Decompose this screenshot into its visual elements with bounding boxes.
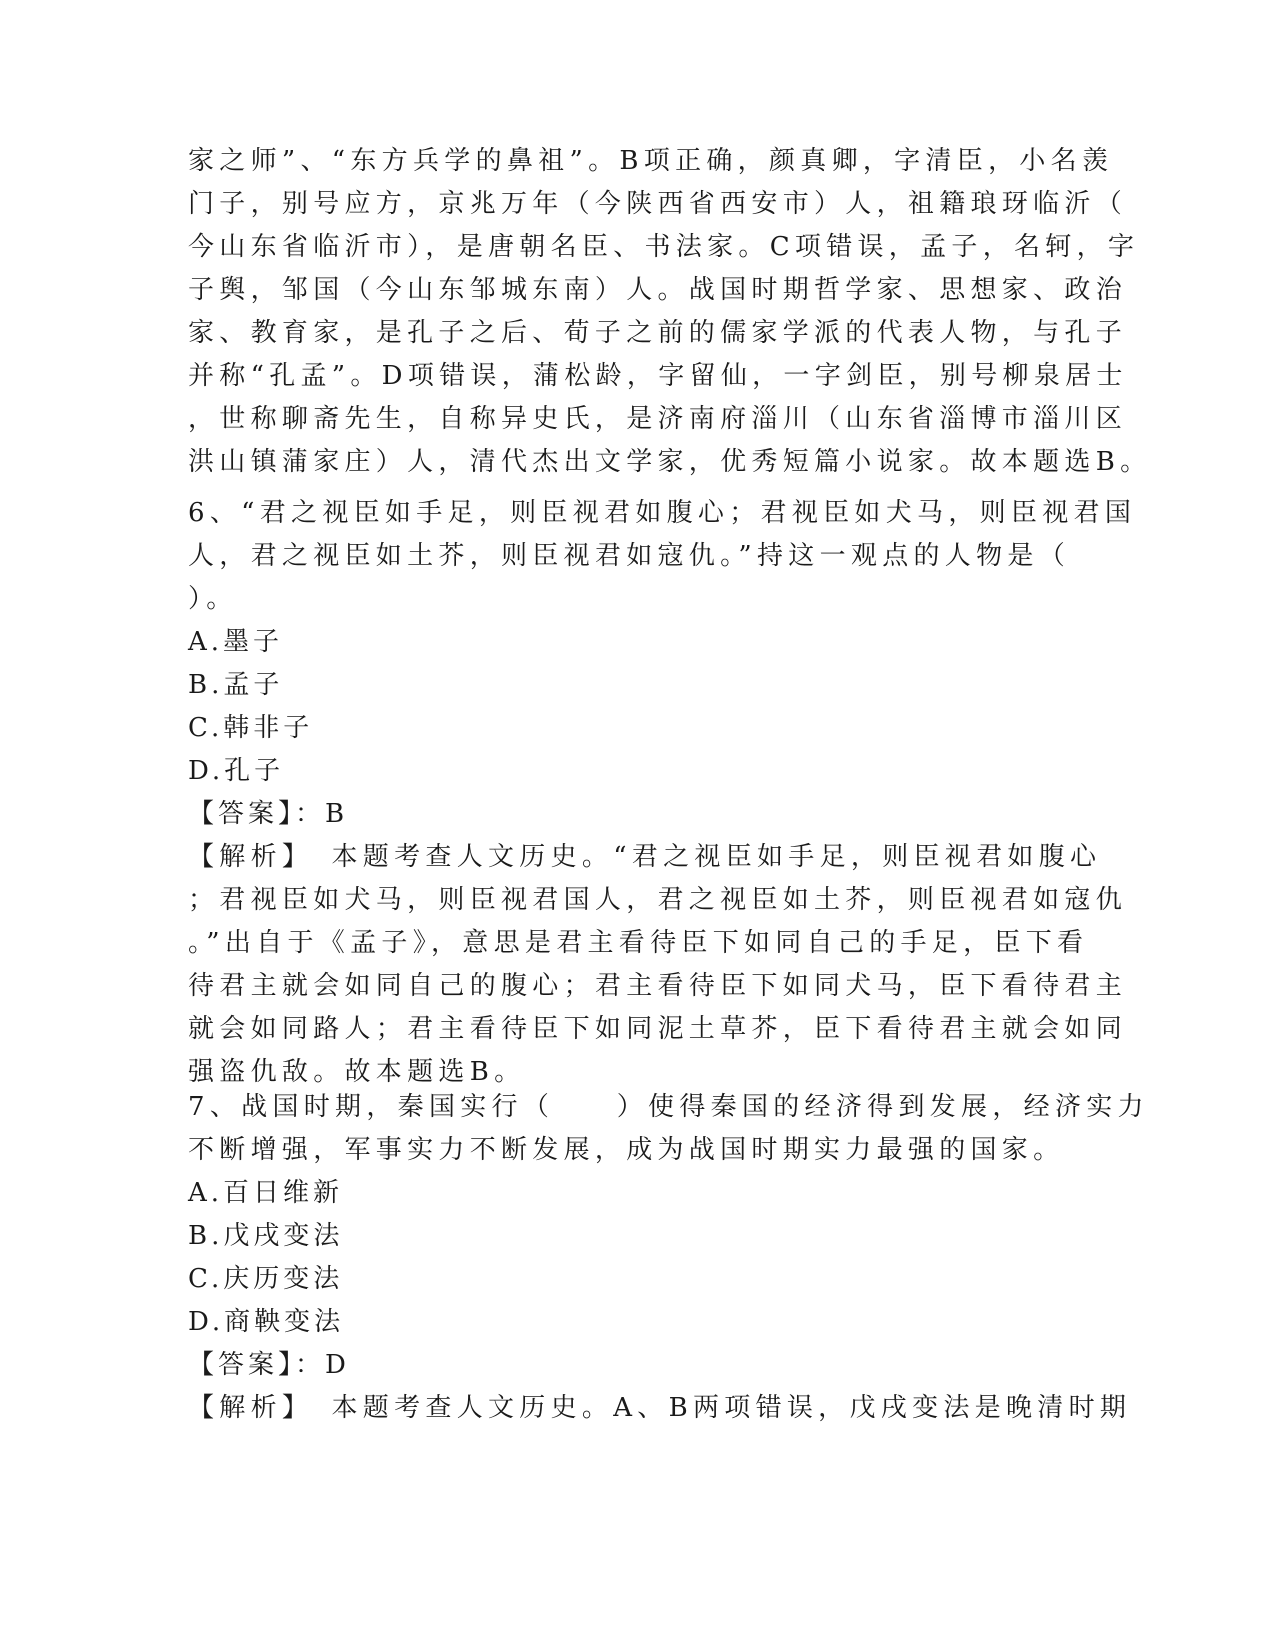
text-line: 家之师”、“东方兵学的鼻祖”。B项正确，颜真卿，字清臣，小名羡 [188,146,1114,176]
option-list [188,621,1088,793]
option-d: D.商鞅变法 [188,1307,345,1337]
text-line: 7、战国时期，秦国实行（ ）使得秦国的经济得到发展，经济实力 [188,1092,1149,1122]
text-line: 强盗仇敌。故本题选B。 [188,1057,526,1087]
option-c: C.韩非子 [188,713,314,743]
text-line: ）。 [188,584,238,614]
option-list [188,1172,1088,1344]
explanation [188,1387,1132,1430]
text-line: ；君视臣如犬马，则臣视君国人，君之视臣如土芥，则臣视君如寇仇 [188,885,1128,915]
text-line: 就会如同路人；君主看待臣下如同泥土草芥，臣下看待君主就会如同 [188,1014,1128,1044]
text-line: 门子，别号应方，京兆万年（今陕西省西安市）人，祖籍琅玡临沂（ [188,189,1128,219]
option-b: B.戊戌变法 [188,1221,344,1251]
q5-explanation-continued [188,140,1152,484]
option-c: C.庆历变法 [188,1264,344,1294]
text-line: 不断增强，军事实力不断发展，成为战国时期实力最强的国家。 [188,1135,1065,1165]
text-line: 【解析】 本题考查人文历史。A、B两项错误，戊戌变法是晚清时期 [188,1393,1132,1423]
answer-line: 【答案】：D [188,1350,350,1380]
text-line: 洪山镇蒲家庄）人，清代杰出文学家，优秀短篇小说家。故本题选B。 [188,447,1152,477]
question-stem [188,492,1137,621]
explanation [188,836,1128,1094]
question-6 [188,492,1137,1094]
text-line: 人，君之视臣如土芥，则臣视君如寇仇。”持这一观点的人物是（ [188,541,1070,571]
text-line: 并称“孔孟”。D项错误，蒲松龄，字留仙，一字剑臣，别号柳泉居士 [188,361,1128,391]
question-stem [188,1086,1149,1172]
question-7 [188,1086,1149,1430]
text-line: 待君主就会如同自己的腹心；君主看待臣下如同犬马，臣下看待君主 [188,971,1128,1001]
text-line: 家、教育家，是孔子之后、荀子之前的儒家学派的代表人物，与孔子 [188,318,1128,348]
text-line: 【解析】 本题考查人文历史。“君之视臣如手足，则臣视君如腹心 [188,842,1102,872]
text-line: 今山东省临沂市），是唐朝名臣、书法家。C项错误，孟子，名轲，字 [188,232,1140,262]
option-a: A.百日维新 [188,1178,344,1208]
text-line: 子舆，邹国（今山东邹城东南）人。战国时期哲学家、思想家、政治 [188,275,1128,305]
option-a: A.墨子 [188,627,284,657]
text-line: 6、“君之视臣如手足，则臣视君如腹心；君视臣如犬马，则臣视君国 [188,498,1137,528]
option-b: B.孟子 [188,670,284,700]
text-line: ，世称聊斋先生，自称异史氏，是济南府淄川（山东省淄博市淄川区 [188,404,1128,434]
answer-line: 【答案】：B [188,799,349,829]
text-line: 。”出自于《孟子》，意思是君主看待臣下如同自己的手足，臣下看 [188,928,1089,958]
option-d: D.孔子 [188,756,285,786]
